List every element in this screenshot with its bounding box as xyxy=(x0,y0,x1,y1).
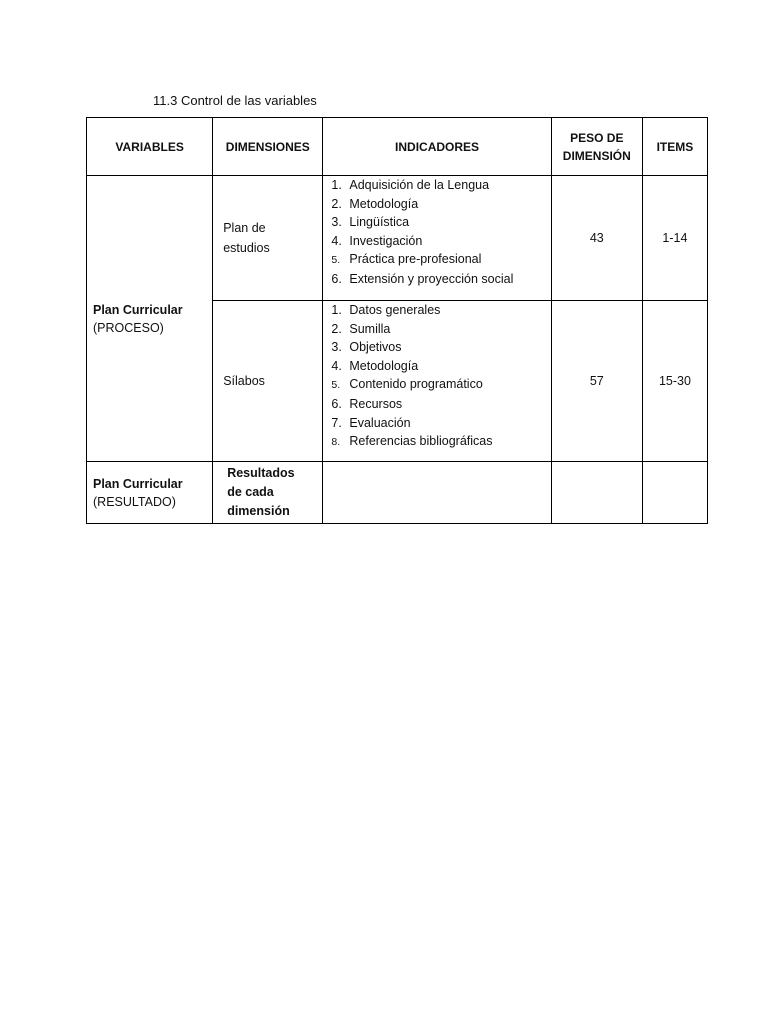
indicators-cell-resultado xyxy=(323,462,551,524)
variables-control-table xyxy=(86,117,708,524)
variable-cell-proceso xyxy=(87,176,213,462)
table-header-row xyxy=(87,118,708,176)
list-item: 2. Sumilla xyxy=(331,321,391,336)
list-item: 7. Evaluación xyxy=(331,415,411,430)
variable-cell-resultado xyxy=(87,462,213,524)
header-peso-line2: DIMENSIÓN xyxy=(562,148,631,163)
variable-qualifier: (RESULTADO) xyxy=(93,494,176,509)
list-item: 6. Recursos xyxy=(331,396,403,411)
dimension-line2: estudios xyxy=(223,241,270,255)
items-cell-plan: 1-14 xyxy=(642,176,707,301)
list-item: 8. Referencias bibliográficas xyxy=(331,434,493,449)
header-variables: VARIABLES xyxy=(87,118,213,176)
dimension-line1: Resultados xyxy=(227,466,295,480)
list-item: 1. Datos generales xyxy=(331,303,441,317)
table-row-resultado xyxy=(87,462,708,524)
variable-name: Plan Curricular xyxy=(93,476,183,491)
peso-cell-silabos: 57 xyxy=(551,301,642,462)
variable-qualifier: (PROCESO) xyxy=(93,320,164,335)
dimension-line2: de cada xyxy=(227,485,274,499)
header-indicadores: INDICADORES xyxy=(323,118,551,176)
list-item: 4. Metodología xyxy=(331,358,419,373)
list-item: 4. Investigación xyxy=(331,233,423,248)
table-row-plan-estudios xyxy=(87,176,708,301)
dimension-cell-resultado xyxy=(213,462,323,524)
list-item: 6. Extensión y proyección social xyxy=(331,271,514,286)
peso-cell-resultado xyxy=(551,462,642,524)
dimension-cell-plan xyxy=(213,176,323,301)
list-item: 5. Práctica pre-profesional xyxy=(331,252,482,267)
items-cell-resultado xyxy=(642,462,707,524)
list-item: 2. Metodología xyxy=(331,196,419,211)
header-items: ITEMS xyxy=(642,118,707,176)
dimension-line3: dimensión xyxy=(227,504,290,518)
peso-cell-plan: 43 xyxy=(551,176,642,301)
list-item: 5. Contenido programático xyxy=(331,377,483,392)
list-item: 3. Objetivos xyxy=(331,340,402,355)
indicators-cell-plan xyxy=(323,176,551,301)
section-heading: 11.3 Control de las variables xyxy=(153,93,317,108)
indicators-cell-silabos xyxy=(323,301,551,462)
header-dimensiones: DIMENSIONES xyxy=(213,118,323,176)
items-cell-silabos: 15-30 xyxy=(642,301,707,462)
header-peso-line1: PESO DE xyxy=(570,130,624,145)
dimension-cell-silabos: Sílabos xyxy=(213,301,323,462)
header-peso xyxy=(551,118,642,176)
list-item: 3. Lingüística xyxy=(331,215,410,230)
dimension-line1: Plan de xyxy=(223,221,266,235)
list-item: 1. Adquisición de la Lengua xyxy=(331,178,490,192)
variable-name: Plan Curricular xyxy=(93,302,183,317)
